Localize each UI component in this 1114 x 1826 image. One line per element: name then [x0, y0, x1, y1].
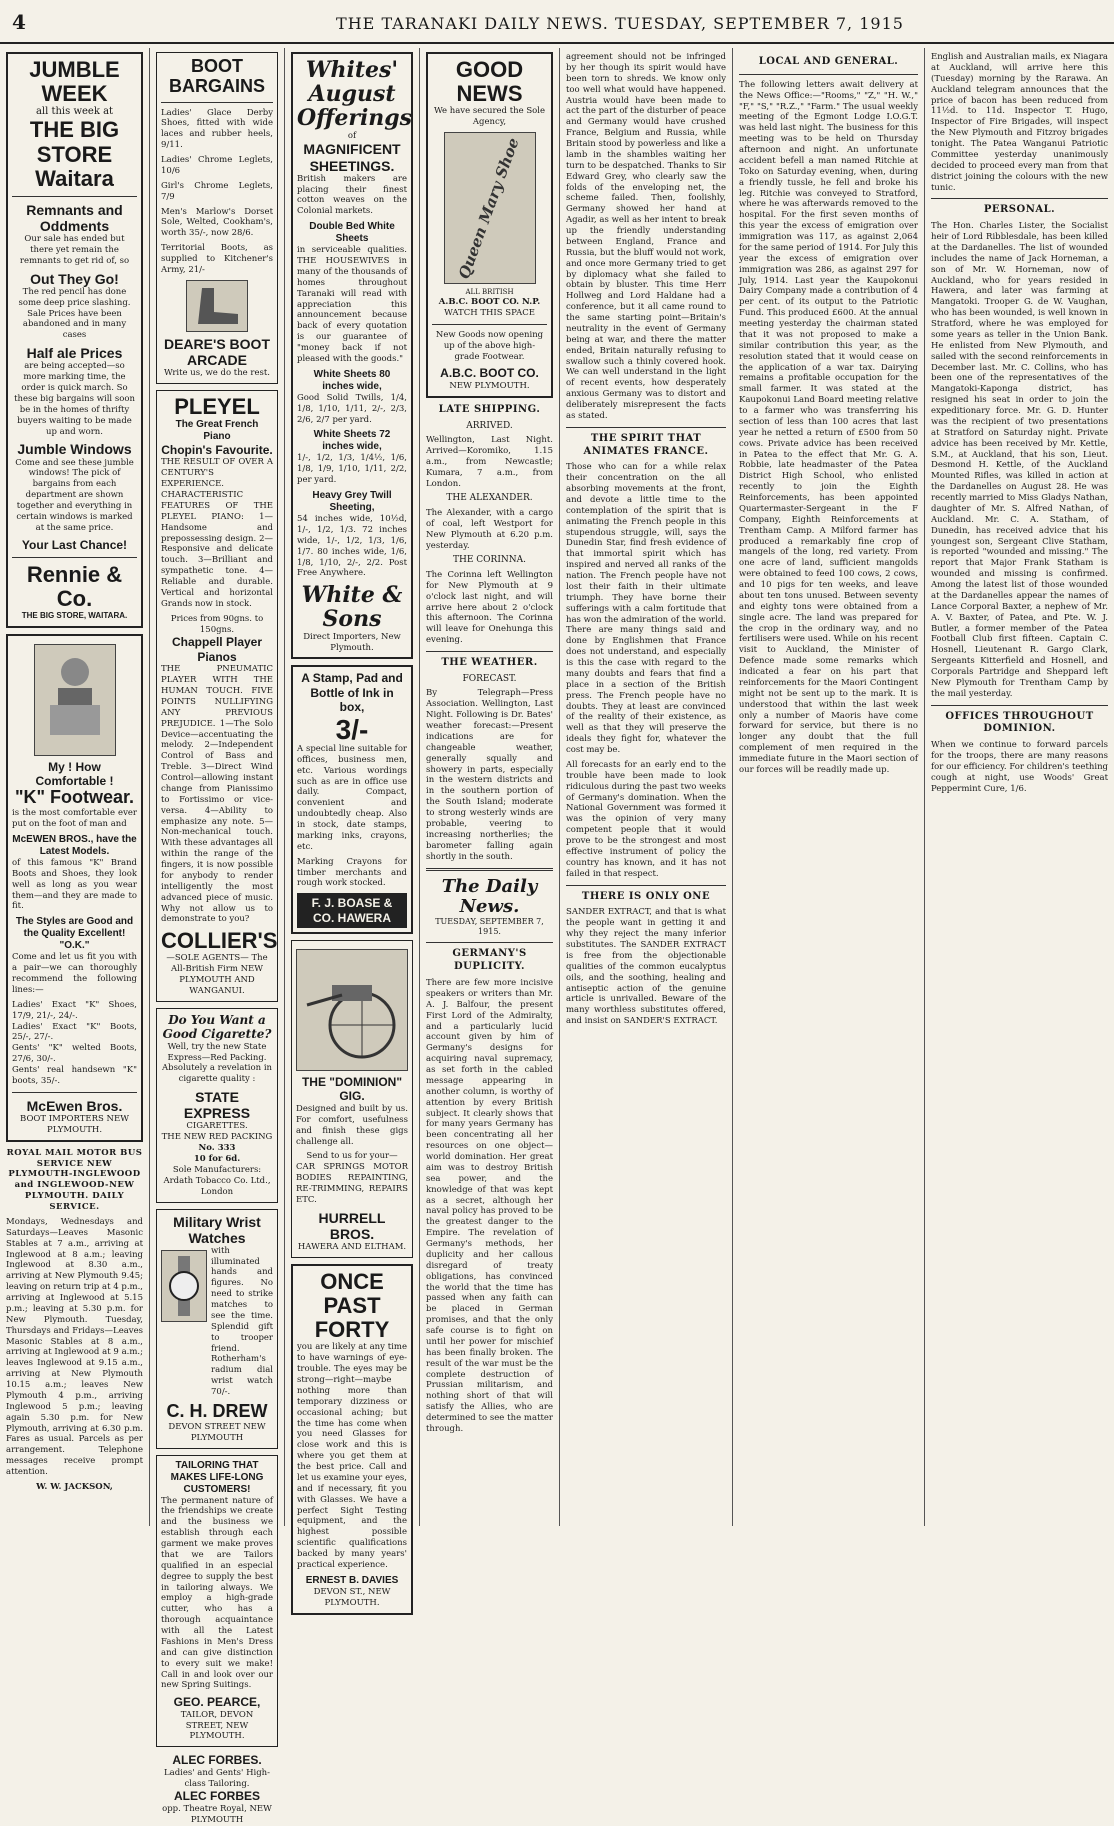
k-text-1: is the most comfortable ever put on the foot of man and	[12, 808, 137, 830]
stamp-ad	[291, 665, 413, 934]
drew-title: C. H. DREW	[166, 1400, 268, 1421]
corinna-head: THE CORINNA.	[453, 555, 526, 566]
eyesight-ad	[291, 1264, 413, 1615]
price-line: Gents' "K" welted Boots, 27/6, 30/-.	[12, 1043, 137, 1065]
hurrell-title: HURRELL BROS.	[318, 1209, 386, 1242]
queen-mary-sub: ALL BRITISH	[465, 288, 514, 297]
spirit-text: Those who can for a while relax their concentration on the all absorbing movements at the front, and devote a little time to the contemplation of the spirit that is animating the French people in this stupendous struggle, will, says the Dunedin Star, find fresh evidence of that immortal spirit which has inspired and nerved all ranks of the nation. The French people have not lost their faith in their ultimate triumph. They have borne their sufferings with a calm fortitude that has won the admiration of the world. There are many things said and done by Englishmen that France does not understand, and especially is this the case with regard to the many doubts and fears that find a place in a section of the British press. The French people have no doubts. They at least are convinced of the reality of their existence, as well as that they will preserve the ideals they fight for, whatever the cost may be.	[566, 462, 726, 756]
pearce-sub: TAILOR, DEVON STREET, NEW PLYMOUTH.	[180, 1709, 254, 1742]
column-5	[560, 48, 733, 1526]
queen-mary-shoe-illustration	[444, 132, 536, 284]
column-7-continued: English and Australian mails, ex Niagara at Auckland, will arrive here this (Tuesday) morning by the Rarawa. An Auckland telegram announces that the price of bacon has been reduced from 11½d. to 11d. Inspector T. Hugo, Inspector of Fire Brigades, will inspect the New Plymouth and Fitzroy brigades tonight. The Patea Wanganui Patriotic Committee yesterday unanimously decided to proceed every man from that district joining the colours with the new tunic.	[931, 52, 1108, 193]
state-price: 10 for 6d.	[193, 1154, 241, 1165]
forecasts-text: All forecasts for an early end to the trouble have been made to look ridiculous during the past two weeks of Germany's domination. When the National Government was formed it was the opinion of very many competent people that it would prove to be the strongest and most effective instrument of policy the country has known, and it has not failed in that respect.	[566, 759, 726, 879]
column-3	[285, 48, 420, 1608]
sheet-1-text: in serviceable qualities. THE HOUSEWIVES in many of the thousands of homes throughout Taranaki will read with appreciation this announcement because back of every quotation is our guarantee of "money back if not pleased with the goods."	[297, 245, 407, 364]
last-chance: Your Last Chance!	[21, 537, 128, 552]
offices-text: When we continue to forward parcels for the troops, there are many reasons for our efficiency. For children's teething cough at night, use Woods' Great Peppermint Cure, 1/6.	[931, 740, 1108, 794]
tailoring-text: The permanent nature of the friendships we create and the business we establish through each garment we make proves that we are Tailors qualified in an especial degree to supply the best in tailoring always. We employ a high-grade cutter, who has a thorough acquaintance with all the Latest Fashions in Men's Dress and can give distinction to every suit we make! Call in and look over our new Spring Suitings.	[161, 1495, 273, 1691]
boot-line: Men's Marlow's Dorset Sole, Welted, Cookham's, worth 35/-, now 28/6.	[161, 206, 273, 239]
column-6	[733, 48, 925, 1526]
remnants-head: Remnants and Oddments	[26, 201, 123, 235]
column-2	[150, 48, 285, 1825]
chopin-head: Chopin's Favourite.	[161, 443, 273, 458]
forty-text: you are likely at any time to have warnings of eye-trouble. The eyes may be strong—right—maybe nothing more than temporary dizziness or occasional aching; but the time has come when you need Glasses for close work and this is where you get them at the best price. Call and let us examine your eyes, and if necessary, fit you with Glasses. We have a perfect Sight Testing equipment, and the highest possible scientific qualifications backed by many years' practical experience.	[297, 1342, 407, 1570]
waitara-title: Waitara	[35, 165, 114, 191]
half-text: are being accepted—so more marking time, the order is quick march. So these big bargains will soon be in the homes of thrifty buyers waiting to be made up and worn.	[14, 361, 135, 437]
chappell-text: THE PNEUMATIC PLAYER WITH THE HUMAN TOUCH. FIVE POINTS NULLIFYING ANY PREVIOUS PREJUDICE. 1—The Solo Device—accentuating the melody. 2—Independent Control of Bass and Treble. 3—Direct Wind Control—allowing instant change from Pianissimo to Fortissimo or vice-versa. 4—Ability to emphasize any note. 5—Non-mechanical touch. With these advantages all within the range of the fingers, it is now possible for anybody to render intelligently the most advanced piece of music. Why not allow us to demonstrate to you?	[161, 664, 273, 925]
good-news-sub: We have secured the Sole Agency,	[433, 106, 546, 128]
state-new-packing: THE NEW RED PACKING	[161, 1132, 273, 1143]
price-line: Ladies' Exact "K" Boots, 25/-, 27/-.	[12, 1021, 137, 1043]
man-icon	[40, 650, 110, 750]
shipping-head: LATE SHIPPING.	[438, 403, 541, 415]
k-footwear-ad	[6, 634, 143, 1142]
state-express-ad	[156, 1008, 278, 1203]
only-one-head: THERE IS ONLY ONE	[581, 890, 711, 902]
editorial-date: TUESDAY, SEPTEMBER 7, 1915.	[435, 916, 544, 937]
abc-title-2: A.B.C. BOOT CO.	[440, 366, 539, 381]
windows-text: Come and see these jumble windows! The pick of bargains from each department are shown together and everything in certain windows is marked at the same price.	[15, 457, 134, 533]
k-text-2: of this famous "K" Brand Boots and Shoes, they look well as long as you wear them—and they are made to fit.	[12, 857, 137, 912]
mail-sign: W. W. JACKSON,	[36, 1481, 113, 1492]
boot-line: Ladies' Glace Derby Shoes, fitted with wide laces and rubber heels, 9/11.	[161, 107, 273, 151]
jumble-subtitle: all this week at	[35, 106, 114, 118]
state-express-logo: STATE EXPRESS	[183, 1089, 251, 1122]
column-4	[420, 48, 560, 1526]
personal-text: The Hon. Charles Lister, the Socialist heir of Lord Ribblesdale, has been killed at the Dardanelles. The list of wounded includes the name of Jack Horneman, a son of Mr. W. Horneman, now of Auckland, who for years resided in Hawera, and later was farming at Mangatoki. Trooper G. de W. Vaughan, who has been wounded, is well known in Stratford, where he was employed for some years as teller in the Union Bank. He enlisted from New Plymouth, and sailed with the second reinforcements in December last. Mr. C. Collins, who has been one of the representatives of the Mangatoki-Kaponga district, has resigned his seat in order to join the expeditionary force. Mr. G. D. Hunter was the recipient of two presentations at Stratford on Saturday night. Private advice has been received by Mr. Kettle, S.M., at Auckland, that his son, Lieut. Desmond H. Kettle, of the Auckland Mounted Rifles, was killed in action at the Dardanelles on August 28. He was recently married to Miss Gladys Nathan, daughter of Mr. S. Alfred Nathan, of Auckland. Mr. C. A. Statham, of Dunedin, has received advice that his youngest son, Sergeant Clive Statham, is reported "wounded and missing." The report that Major Frank Statham is wounded and missing is confirmed. Among the latest list of those wounded at the Dardanelles appear the names of Lance Corporal Baxter, a nephew of Mr. A. V. Baxter, of Patea, and Pte. W. J. Butler, a former member of the Patea Football Club first fifteen. Captain C. Hosnell, Lieutenant R. Gargo Clark, Sergeants Kitterfield and Hosnell, and Corporals Partridge and Sheppard left New Plymouth for Trentham Camp by the mail yesterday.	[931, 221, 1108, 699]
dominion-text: Designed and built by us. For comfort, usefulness and finish these gigs challenge all.	[296, 1103, 408, 1147]
editorial-continued: agreement should not be infringed by her though its spirit would have been torn to shreds. We know only too well what would have happened. Austria would have been made to act the part of the disturber of peace and Germany would have crushed France, Belgium and Russia, while Britain stood by powerless and like a lamb in the shambles waiting her turn to be despatched. Thanks to Sir Edward Grey, who clearly saw the folds of the enveloping net, the scheme failed. Then, foolishly, Germany showed her hand at Agadir, as well as her intent to break up the friendly understanding between England, France and Russia, but the bluff would not work, and once more Germany tried to get by diplomacy what she failed to obtain by bluster. This time Herr Hollweg and Lord Haldane had a conference, but it all came round to the same starting point—Britain's neutrality in the event of Germany being at war, and there the matter ended, Britain naturally refusing to swallow such a thinly covered hook. We can well understand in the light of recent events, how desperately anxious Germany was to distort and deliberately misrepresent the facts as stated.	[566, 52, 726, 421]
whites-title: Whites' August Offerings	[297, 57, 413, 132]
alec-title-1: ALEC FORBES.	[172, 1753, 262, 1768]
sander-text: SANDER EXTRACT, and that is what the people want in getting it and why they reject the many inferior substitutes. The SANDER EXTRACT is free from the objectionable qualities of the common eucalyptus oils, and the soothing, healing and antiseptic action of the genuine article is unrivalled. Beware of the many worthless substitutes offered, and insist on SANDER'S EXTRACT.	[566, 907, 726, 1027]
k-text-3: Come and let us fit you with a pair—we can thoroughly recommend the following lines:—	[12, 952, 137, 995]
weather-head: THE WEATHER.	[441, 657, 538, 669]
pleyel-ad	[156, 390, 278, 1002]
column-7	[925, 48, 1114, 1526]
mail-bus-ad	[6, 1148, 143, 1493]
stamp-price: 3/-	[335, 713, 369, 745]
military-title: Military Wrist Watches	[173, 1213, 261, 1246]
column-1	[0, 48, 150, 1526]
sheet-1-head: Double Bed White Sheets	[309, 221, 395, 245]
boot-illustration	[186, 280, 248, 332]
k-footwear-title: "K" Footwear.	[14, 787, 135, 808]
boot-line: Ladies' Chrome Leglets, 10/6	[161, 155, 273, 176]
watch-illustration	[161, 1250, 207, 1322]
comfortable-head: My ! How Comfortable !	[35, 759, 114, 789]
gig-illustration	[296, 949, 408, 1071]
dominion-gig-ad	[291, 940, 413, 1258]
alec-forbes-ad	[156, 1753, 278, 1825]
personal-head: PERSONAL.	[983, 204, 1056, 216]
pleyel-prices: Prices from 90gns. to 150gns.	[170, 613, 264, 635]
boot-line: Territorial Boots, as supplied to Kitchener's Army, 21/-	[161, 243, 273, 275]
man-in-armchair-illustration	[34, 644, 116, 756]
page-number: 4	[12, 10, 26, 34]
watch-icon	[166, 1256, 202, 1316]
pleyel-title: PLEYEL	[174, 393, 260, 419]
sheet-3-text: 1/-, 1/2, 1/3, 1/4½, 1/6, 1/8, 1/9, 1/10, 1/11, 2/2, per yard.	[297, 453, 407, 486]
offices-head: OFFICES THROUGHOUT DOMINION.	[945, 710, 1094, 735]
newspaper-title: THE TARANAKI DAILY NEWS. TUESDAY, SEPTEMBER 7, 1915	[336, 14, 904, 33]
mcewen-have: McEWEN BROS., have the Latest Models.	[12, 833, 137, 857]
state-manufacturer: Sole Manufacturers: Ardath Tobacco Co. Ltd., London	[163, 1164, 271, 1197]
jumble-title: JUMBLE WEEK	[29, 57, 120, 107]
abc-title-1: A.B.C. BOOT CO. N.P.	[438, 297, 541, 308]
sheet-2-head: White Sheets 80 inches wide,	[313, 368, 391, 392]
spirit-head: THE SPIRIT THAT ANIMATES FRANCE.	[583, 432, 709, 457]
styles-head: The Styles are Good and the Quality Excellent! "O.K."	[15, 916, 134, 952]
stamp-head: A Stamp, Pad and Bottle of Ink in box,	[301, 671, 403, 715]
abc-city: NEW PLYMOUTH.	[449, 380, 530, 391]
pleyel-subtitle: The Great French Piano	[175, 419, 259, 443]
goods-text: New Goods now opening up of the above high-grade Footwear.	[435, 329, 544, 362]
rennie-logo: Rennie & Co.	[26, 562, 123, 612]
twill-head: Heavy Grey Twill Sheeting,	[312, 490, 392, 513]
boot-bargains-title: BOOT BARGAINS	[168, 56, 265, 96]
arrived-head: ARRIVED.	[466, 420, 513, 431]
alec-tagline: Ladies' and Gents' High-class Tailoring.	[163, 1767, 271, 1789]
mail-text: Mondays, Wednesdays and Saturdays—Leaves Masonic Stables at 7 a.m., arriving at Inglewood at 8 a.m.; leaving Inglewood at 8.30 a.m., arriving at New Plymouth 9.45; leaving on return trip at 4 p.m., arriving at Inglewood at 5.15 p.m.; leaving at 5.30 p.m. for New Plymouth. Tuesday, Thursdays and Fridays—Leaves Masonic Stables at 8 a.m., arriving at Inglewood at 9 a.m.; leaves Inglewood at 9.15 a.m., arriving at New Plymouth 10.15 a.m.; leaves New Plymouth 4 p.m., arriving Inglewood 5 p.m.; leaving again 5.30 p.m. for New Plymouth, arriving at 6.30 p.m. Fares as usual. Parcels as per arrangement. Telephone messages receive prompt attention.	[6, 1216, 143, 1478]
arrived-text: Wellington, Last Night. Arrived—Koromiko, 1.15 a.m., from Newcastle; Kumara, 7 a.m., from London.	[426, 435, 553, 489]
colliers-sub: —SOLE AGENTS— The All-British Firm NEW PLYMOUTH AND WANGANUI.	[166, 953, 268, 997]
tailoring-head: TAILORING THAT MAKES LIFE-LONG CUSTOMERS!	[170, 1459, 264, 1495]
pencil-text: The red pencil has done some deep price slashing. Sale Prices have been abandoned and in many cases	[18, 286, 131, 341]
deare-title: DEARE'S BOOT ARCADE	[163, 335, 270, 368]
whites-text: British makers are placing their finest cotton weaves on the Colonial markets.	[297, 173, 407, 217]
davies-title: ERNEST B. DAVIES	[305, 1574, 399, 1586]
whites-of: of	[347, 130, 357, 141]
alexander-head: THE ALEXANDER.	[446, 493, 533, 504]
military-text: with illuminated hands and figures. No need to strike matches to see the time. Splendid gift to trooper friend. Rotherham's radium dial wrist watch 70/-.	[211, 1245, 273, 1398]
tailoring-ad	[156, 1455, 278, 1748]
forecast-head: FORECAST.	[462, 673, 517, 684]
big-store-title: THE BIG STORE	[29, 117, 120, 167]
watch-space: WATCH THIS SPACE	[444, 307, 535, 318]
dominion-cta: Send to us for your—	[306, 1151, 398, 1162]
sheet-2-text: Good Solid Twills, 1/4, 1/8, 1/10, 1/11, 2/-, 2/3, 2/6, 2/7 per yard.	[297, 392, 407, 425]
alec-title-2: ALEC FORBES	[173, 1789, 260, 1804]
cigarette-text: Well, try the new State Express—Red Packing. Absolutely a revelation in cigarette quality :	[161, 1041, 273, 1085]
drew-sub: DEVON STREET NEW PLYMOUTH	[168, 1421, 266, 1443]
jumble-week-ad	[6, 52, 143, 628]
mail-head: ROYAL MAIL MOTOR BUS SERVICE NEW PLYMOUTH-INGLEWOOD and INGLEWOOD-NEW PLYMOUTH. DAILY SERVICE.	[6, 1147, 143, 1213]
queen-mary-logo: Queen Mary Shoe	[455, 135, 523, 281]
remnants-text: Our sale has ended but there yet remain the remnants to get rid of, so	[19, 234, 130, 266]
duplicity-head: GERMANY'S DUPLICITY.	[452, 948, 527, 973]
magnificent-title: MAGNIFICENT SHEETINGS.	[303, 141, 401, 174]
davies-sub: DEVON ST., NEW PLYMOUTH.	[313, 1586, 391, 1608]
stamp-crayons: Marking Crayons for timber merchants and rough work stocked.	[297, 856, 407, 889]
daily-news-nameplate: The Daily News.	[441, 876, 538, 918]
alexander-text: The Alexander, with a cargo of coal, left Westport for New Plymouth at 6.20 p.m. yesterday.	[426, 507, 553, 551]
deare-sub: Write us, we do the rest.	[164, 368, 270, 379]
price-line: Gents' real handsewn "K" boots, 35/-.	[12, 1065, 137, 1086]
boot-line: Girl's Chrome Leglets, 7/9	[161, 180, 273, 202]
state-number: No. 333	[198, 1143, 236, 1154]
mcewen-footer: McEwen Bros.	[26, 1097, 123, 1114]
chappell-title: Chappell Player Pianos	[171, 635, 263, 664]
price-line: Ladies' Exact "K" Shoes, 17/9, 21/-, 24/-.	[12, 999, 137, 1021]
white-sons-logo: White & Sons	[301, 582, 403, 633]
colliers-title: COLLIER'S	[161, 928, 278, 954]
abc-boot-ad	[426, 52, 553, 398]
sheet-3-head: White Sheets 72 inches wide,	[313, 429, 391, 453]
twill-text: 54 inches wide, 10½d, 1/-, 1/2, 1/3. 72 inches wide, 1/-, 1/2, 1/3, 1/6, 1/7. 80 inches wide, 1/6, 1/8, 1/10, 2/-, 2/2. Post Free Anywhere.	[297, 514, 407, 579]
state-cigarettes: CIGARETTES.	[186, 1121, 248, 1132]
good-news-title: GOOD NEWS	[455, 57, 524, 107]
pearce-title: GEO. PEARCE,	[173, 1695, 261, 1710]
forecast-text: By Telegraph—Press Association. Wellington, Last Night. Following is Dr. Bates' weather forecast:—Present indications are for changeable weather, generally squally and showery in parts, especially in the western districts and in the southern portion of the South Island; moderate to strong westerly winds are probable, veering to increasing northerlies; the barometer falling again shortly in the south.	[426, 688, 553, 862]
jumble-windows: Jumble Windows	[17, 441, 132, 458]
boot-icon	[192, 286, 242, 326]
boot-bargains-ad	[156, 52, 278, 384]
hurrell-sub: HAWERA AND ELTHAM.	[297, 1241, 407, 1252]
rennie-subtitle: THE BIG STORE, WAITARA.	[21, 611, 128, 621]
duplicity-text: There are few more incisive speakers or writers than Mr. A. J. Balfour, the present First Lord of the Admiralty, and a particularly lucid account given by him of Germany's designs for acquiring naval supremacy, as set forth in the cabled message appearing in another column, is worthy of attention by every British subject. It clearly shows that for many years Germany has been concentrating all her resources on one object—world domination. Her great aim was to destroy British sea power, and the knowledge of that was kept as a secret, although her naval policy has proved to be the greatest danger to the Empire. The revelation of Germany's methods, her duplicity and her callous disregard of treaty obligations, has convinced the world that the time has passed when any faith can be placed in German promises, and that the only safe course is to fight on until her power for mischief has been finally broken. The result of the war must be the complete destruction of Prussian militarism, and nothing short of that will satisfy the Allies, who are determined to see the matter through.	[426, 978, 553, 1434]
half-prices: Half ale Prices	[26, 345, 123, 362]
cigarette-head: Do You Want a Good Cigarette?	[162, 1012, 272, 1042]
whites-ad	[291, 52, 413, 659]
stamp-text: A special line suitable for offices, business men, etc. Various wordings such as are in office use daily. Compact, convenient and undoubtedly cheap. Also in stock, date stamps, marking inks, crayons, etc.	[297, 743, 407, 852]
fj-boase-logo: F. J. BOASE & CO. HAWERA	[297, 893, 407, 928]
out-they-go: Out They Go!	[30, 270, 119, 287]
white-sons-sub: Direct Importers, New Plymouth.	[303, 631, 401, 653]
forty-title: ONCE PAST FORTY	[314, 1268, 390, 1343]
gig-carriage-icon	[302, 955, 402, 1065]
dominion-list: CAR SPRINGS MOTOR BODIES REPAINTING, RE-TRIMMING, REPAIRS ETC.	[296, 1162, 408, 1205]
pleyel-text: THE RESULT OF OVER A CENTURY'S EXPERIENCE. CHARACTERISTIC FEATURES OF THE PLEYEL PIANO: 1—Handsome and prepossessing design. 2—Responsive and delicate touch. 3—Brilliant and sympathetic tone. 4—Reliable and durable. Vertical and horizontal Grands now in stock.	[161, 457, 273, 609]
mcewen-footer-sub: BOOT IMPORTERS NEW PLYMOUTH.	[20, 1113, 129, 1135]
corinna-text: The Corinna left Wellington for New Plymouth at 9 o'clock last night, and will arrive here about 2 o'clock this afternoon. The Corinna will leave for Onehunga this evening.	[426, 569, 553, 646]
local-general-text: The following letters await delivery at the News Office:—"Rooms," "Z," "H. W.," "F," "S," "R.Z.," "Farm." The usual weekly meeting of the Egmont Lodge I.O.G.T. was held last night. The business for this meeting was to be held on Thursday afternoon and night. An unfortunate accident befell a man named Ritchie at Toko on Saturday evening, when, during a friendly tussle, he fell and broke his leg. Ritchie was conveyed to Stratford, where he was afterwards removed to the hospital. For the first seven months of this year the excess of emigration over immigration was 117, as against 2,064 for the same period of 1914. For July this year the excess of emigration over immigration was 286, as against 297 for July, 1914. Last year the Kaupokonui Dairy Company made a contribution of 4 per cent. of its output to the Patriotic Fund. This produced £600. At the annual meeting yesterday the chairman stated that it was not proposed to make a similar contribution this year, as the resolution stated that it would cease on the application of a war tax. Dairying remains a profitable occupation for the small farmer. It was stated at the Kaupokonui Land Board meeting relative to a farmer who was transferring his section of less than 100 acres that last year he netted a return of £500 from 50 cows. Private advice has been received in Patea to the effect that Mr. G. A. Robbie, late headmaster of the Patea District High School, who enlisted recently to join the Eighth Reinforcements, has been appointed Quartermaster-Sergeant in the F Company, Eighth Reinforcements at Trentham Camp. A Milford farmer has produced a remarkably fine crop of mangels of the long, red variety. From one acre of land, sufficient mangolds were obtained to feed 100 cows, 2 cows, and 10 pigs for ten weeks, and leave about ten tons unused. Between seventy and eighty tons were obtained from a single acre. The land was prepared for the crop in the ordinary way, and no fertilisers were used. While on his recent visit to Auckland, the Minister of Defence made some remarks which indicated a fear on his part that reinforcements for the Maori Contingent might not be sent up to the mark. It is understood that within the last week only a number of Maoris have come forward for service, but there is no longer any doubt that the full complement of men required in the immediate future in the Maori section of our forces will be readily made up.	[739, 79, 918, 775]
wrist-watch-ad	[156, 1209, 278, 1449]
dominion-title: THE "DOMINION" GIG.	[301, 1075, 403, 1104]
masthead	[0, 0, 1114, 44]
local-general-head: LOCAL AND GENERAL.	[758, 56, 899, 67]
alec-address: opp. Theatre Royal, NEW PLYMOUTH	[162, 1803, 272, 1825]
